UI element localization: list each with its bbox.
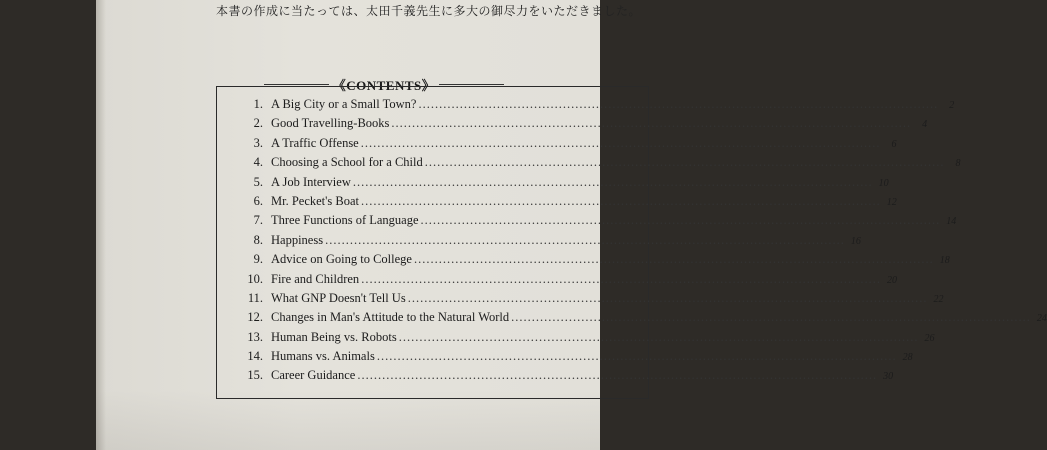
toc-entry-page: 14 [946, 216, 957, 228]
toc-entry[interactable] [239, 290, 944, 310]
toc-dot-leader [421, 213, 941, 228]
toc-entry-page: 28 [902, 352, 913, 364]
toc-entry-number: 4. [253, 155, 263, 170]
toc-entry[interactable] [239, 349, 913, 368]
toc-entry-title: A Big City or a Small Town? [271, 97, 417, 111]
toc-dot-leader [361, 136, 881, 151]
toc-entry[interactable] [239, 329, 935, 349]
toc-entry[interactable] [239, 368, 894, 387]
toc-entry-number: 5. [253, 174, 263, 189]
toc-entry-number: 3. [253, 135, 263, 150]
toc-entry[interactable] [239, 252, 950, 271]
toc-entry-title: Mr. Pecket's Boat [271, 193, 360, 208]
heading-rule-left [264, 84, 329, 85]
toc-entry-number: 2. [253, 116, 263, 131]
toc-dot-leader [391, 116, 911, 131]
toc-entry-title: Changes in Man's Attitude to the Natural World [271, 310, 510, 325]
toc-entry-title: Choosing a School for a Child [271, 155, 423, 170]
toc-entry[interactable] [239, 213, 957, 232]
toc-entry-page: 20 [886, 274, 897, 286]
toc-entry-number: 10. [247, 271, 263, 286]
toc-entry[interactable] [239, 232, 861, 252]
toc-entry-title: A Job Interview [271, 174, 351, 189]
toc-entry-number: 15. [247, 368, 263, 383]
toc-dot-leader [357, 368, 877, 383]
toc-entry-page: 30 [883, 371, 894, 383]
toc-entry-title: Career Guidance [271, 368, 356, 383]
toc-entry-title: Humans vs. Animals [271, 349, 375, 364]
toc-dot-leader [361, 272, 881, 287]
toc-entry-number: 7. [253, 213, 263, 228]
toc-entry-number: 12. [247, 310, 263, 325]
toc-entry-page: 8 [955, 158, 961, 170]
toc-dot-leader [361, 194, 881, 209]
toc-entry[interactable] [239, 193, 897, 213]
toc-entry-title: Fire and Children [271, 271, 360, 286]
toc-entry-page: 26 [924, 332, 935, 344]
toc-entry-title: Advice on Going to College [271, 252, 412, 267]
toc-entry[interactable] [239, 116, 928, 135]
acknowledgement-note: 本書の作成に当たっては、太田千義先生に多大の御尽力をいただきました。 [216, 4, 642, 18]
heading-rule-right [439, 84, 504, 85]
toc-entry-page: 18 [939, 255, 950, 267]
toc-entry-number: 1. [253, 97, 263, 111]
contents-heading-text: 《CONTENTS》 [332, 78, 436, 93]
toc-entry-number: 11. [247, 290, 263, 305]
toc-entry[interactable] [239, 135, 897, 155]
toc-entry-page: 10 [878, 177, 889, 189]
toc-dot-leader [377, 349, 897, 364]
toc-dot-leader [399, 330, 919, 345]
toc-dot-leader [414, 252, 934, 267]
toc-dot-leader [418, 97, 938, 112]
toc-entry-page: 2 [949, 100, 955, 111]
toc-entry-number: 14. [247, 349, 263, 364]
toc-dot-leader [353, 175, 873, 190]
toc-entry-number: 8. [253, 232, 263, 247]
toc-entry-title: A Traffic Offense [271, 135, 359, 150]
toc-entry-page: 12 [886, 196, 897, 208]
toc-entry[interactable] [239, 174, 889, 194]
toc-dot-leader [511, 310, 1031, 325]
toc-entry-page: 22 [933, 293, 944, 305]
toc-entry-title: Human Being vs. Robots [271, 329, 397, 344]
toc-entry[interactable] [239, 271, 897, 291]
toc-entry-title: Three Functions of Language [271, 213, 419, 228]
page-shading [96, 390, 600, 450]
book-page [96, 0, 1047, 450]
toc-entry-number: 13. [247, 329, 263, 344]
toc-entry-title: What GNP Doesn't Tell Us [271, 290, 406, 305]
toc-entry-page: 24 [1036, 313, 1047, 325]
toc-dot-leader [325, 233, 845, 248]
toc-entry-page: 4 [922, 119, 928, 131]
contents-heading-label: CONTENTS [346, 78, 422, 93]
toc-entry-title: Good Travelling-Books [271, 116, 390, 131]
toc-dot-leader [425, 155, 945, 170]
toc-entry[interactable] [239, 155, 961, 174]
toc-dot-leader [408, 291, 928, 306]
toc-entry[interactable] [239, 97, 955, 116]
toc-entry-page: 16 [850, 235, 861, 247]
toc-entry[interactable] [239, 310, 1047, 329]
toc-entry-number: 9. [253, 252, 263, 267]
table-of-contents-box [216, 86, 1047, 399]
toc-entry-number: 6. [253, 193, 263, 208]
toc-entry-page: 6 [891, 138, 897, 150]
toc-entry-title: Happiness [271, 232, 324, 247]
toc-list [239, 97, 1047, 388]
